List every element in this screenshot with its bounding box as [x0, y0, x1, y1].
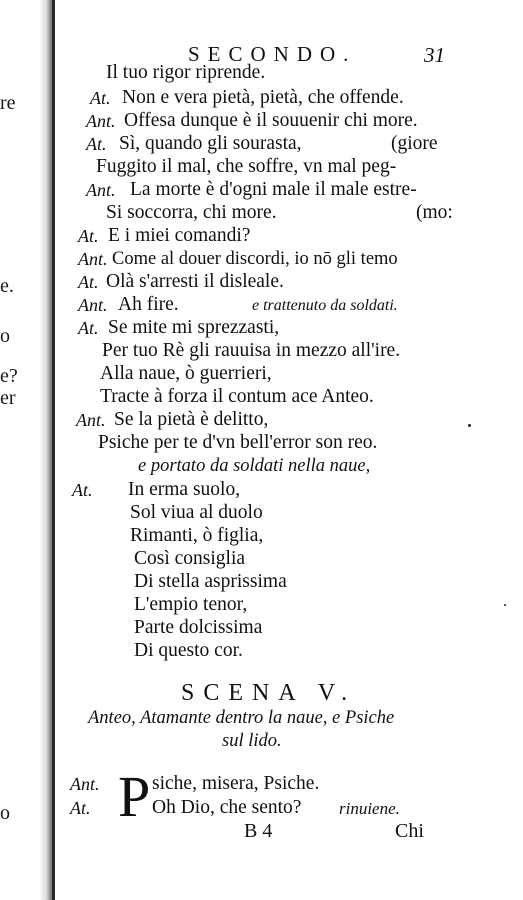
running-head: SECONDO. [188, 42, 357, 66]
gutter-edge [52, 0, 55, 900]
verse-text: In erma suolo, [128, 479, 241, 500]
verse-text: Alla naue, ò guerrieri, [100, 363, 272, 384]
speaker-label: Ant. [76, 410, 106, 430]
verse-text: Di stella asprissima [134, 571, 287, 592]
verse-text: Se la pietà è delitto, [114, 409, 269, 430]
verse-text: Di questo cor. [134, 640, 243, 661]
verse-text: Se mite mi sprezzasti, [108, 317, 280, 338]
verse-text: Sol viua al duolo [130, 502, 263, 523]
binding-gutter [0, 0, 54, 900]
speaker-label: At. [78, 226, 99, 246]
drop-cap: P [118, 764, 151, 829]
scene-title: SCENA V. [181, 680, 357, 706]
prev-page-fragment: o [0, 325, 10, 347]
verse-text: Oh Dio, che sento? [152, 797, 302, 818]
speaker-label: Ant. [78, 295, 108, 315]
verse-text: Ah fire. [118, 294, 179, 315]
speaker-label: At. [72, 480, 93, 500]
prev-page-fragment: e. [0, 275, 14, 297]
speaker-label: Ant. [86, 180, 116, 200]
verse-text: Così consiglia [134, 548, 246, 569]
verse-text: E i miei comandi? [108, 225, 251, 246]
page-number: 31 [424, 43, 445, 67]
signature-mark: B 4 [244, 820, 273, 842]
prev-page-fragment: e? [0, 365, 18, 387]
speaker-label: Ant. [78, 249, 108, 269]
verse-text: Sì, quando gli sourasta, [119, 133, 302, 154]
verse-text: L'empio tenor, [134, 594, 248, 615]
speaker-label: At. [78, 272, 99, 292]
verse-text: Non e vera pietà, pietà, che offende. [122, 87, 404, 108]
verse-text: Come al douer discordi, io nō gli temo [112, 249, 398, 269]
scene-cast: Anteo, Atamante dentro la naue, e Psiche [88, 708, 395, 728]
verse-text: Il tuo rigor riprende. [106, 62, 266, 83]
speaker-label: At. [70, 798, 91, 818]
stage-direction: e trattenuto da soldati. [252, 297, 398, 314]
verse-text: La morte è d'ogni male il male estre- [130, 179, 417, 200]
ink-speck [468, 424, 471, 427]
book-page [56, 0, 523, 900]
prev-page-fragment: re [0, 92, 16, 114]
verse-text: siche, misera, Psiche. [152, 773, 320, 794]
verse-text: Rimanti, ò figlia, [130, 525, 264, 546]
verse-text: Tracte à forza il contum ace Anteo. [100, 386, 374, 407]
verse-text: Per tuo Rè gli rauuisa in mezzo all'ire. [102, 340, 401, 361]
stage-direction: rinuiene. [339, 799, 400, 818]
speaker-label: At. [86, 134, 107, 154]
speaker-label: Ant. [70, 774, 100, 794]
verse-text: Psiche per te d'vn bell'error son reo. [98, 432, 378, 453]
stage-direction: e portato da soldati nella naue, [138, 456, 371, 476]
speaker-label: At. [78, 318, 99, 338]
verse-text: Olà s'arresti il disleale. [106, 271, 284, 292]
catchword: Chi [395, 820, 424, 842]
verse-text: Fuggito il mal, che soffre, vn mal peg- [96, 156, 397, 177]
prev-page-fragment: o [0, 802, 10, 824]
verse-runover: (mo: [416, 202, 453, 223]
verse-text: Si soccorra, chi more. [106, 202, 277, 223]
verse-text: Offesa dunque è il souuenir chi more. [124, 110, 418, 131]
scene-cast: sul lido. [222, 731, 282, 751]
speaker-label: At. [90, 88, 111, 108]
prev-page-fragment: er [0, 387, 16, 409]
ink-speck [504, 604, 506, 606]
verse-text: Parte dolcissima [134, 617, 263, 638]
verse-runover: (giore [391, 133, 438, 154]
speaker-label: Ant. [86, 111, 116, 131]
